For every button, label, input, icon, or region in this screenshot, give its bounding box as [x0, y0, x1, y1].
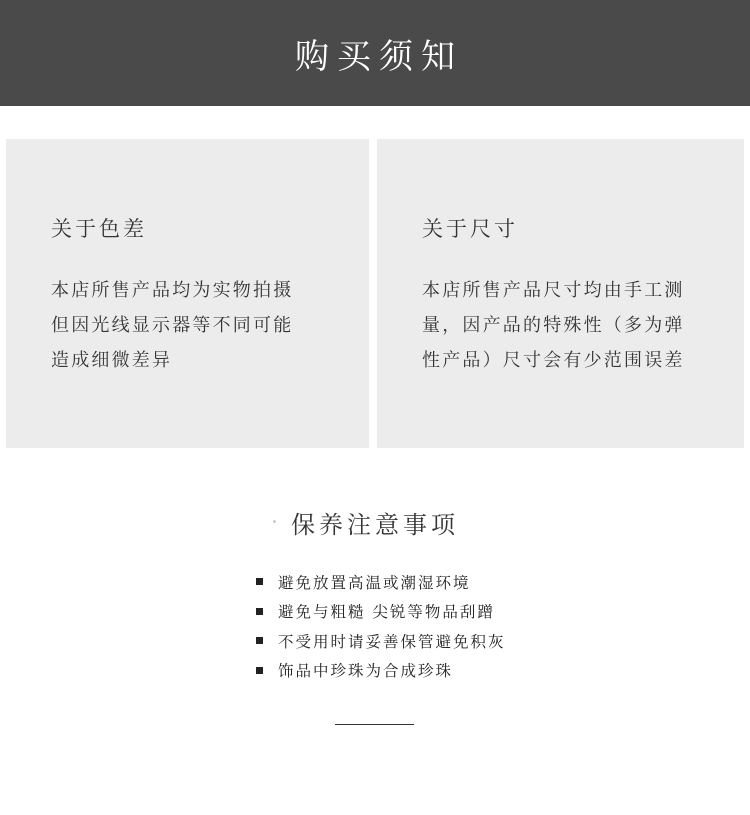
card-line: 本店所售产品尺寸均由手工测 [422, 280, 685, 301]
card-line: 造成细微差异 [51, 350, 173, 371]
card-line: 量，因产品的特殊性（多为弹 [422, 315, 685, 336]
color-difference-card [6, 139, 369, 448]
care-list [256, 567, 506, 685]
card-title: 关于尺寸 [422, 217, 518, 241]
care-title: 保养注意事项 [291, 511, 459, 539]
size-card [377, 139, 744, 448]
list-item [256, 597, 506, 627]
square-bullet-icon [256, 637, 263, 644]
divider [335, 724, 414, 725]
list-item-text: 不受用时请妥善保管避免积灰 [278, 632, 506, 651]
care-section-header [0, 505, 750, 540]
square-bullet-icon [256, 667, 263, 674]
header-banner [0, 0, 750, 106]
card-line: 性产品）尺寸会有少范围误差 [422, 350, 685, 371]
list-item [256, 656, 506, 686]
square-bullet-icon [256, 578, 263, 585]
card-line: 但因光线显示器等不同可能 [51, 315, 294, 336]
square-bullet-icon [256, 608, 263, 615]
list-item-text: 避免放置高温或潮湿环境 [278, 573, 471, 592]
page-title: 购买须知 [295, 36, 463, 77]
list-item [256, 567, 506, 597]
list-item-text: 避免与粗糙 尖锐等物品刮蹭 [278, 603, 495, 622]
card-body [51, 273, 341, 378]
list-item [256, 626, 506, 656]
list-item-text: 饰品中珍珠为合成珍珠 [278, 662, 454, 681]
card-body [422, 273, 712, 378]
card-line: 本店所售产品均为实物拍摄 [51, 280, 294, 301]
card-title: 关于色差 [51, 217, 147, 241]
